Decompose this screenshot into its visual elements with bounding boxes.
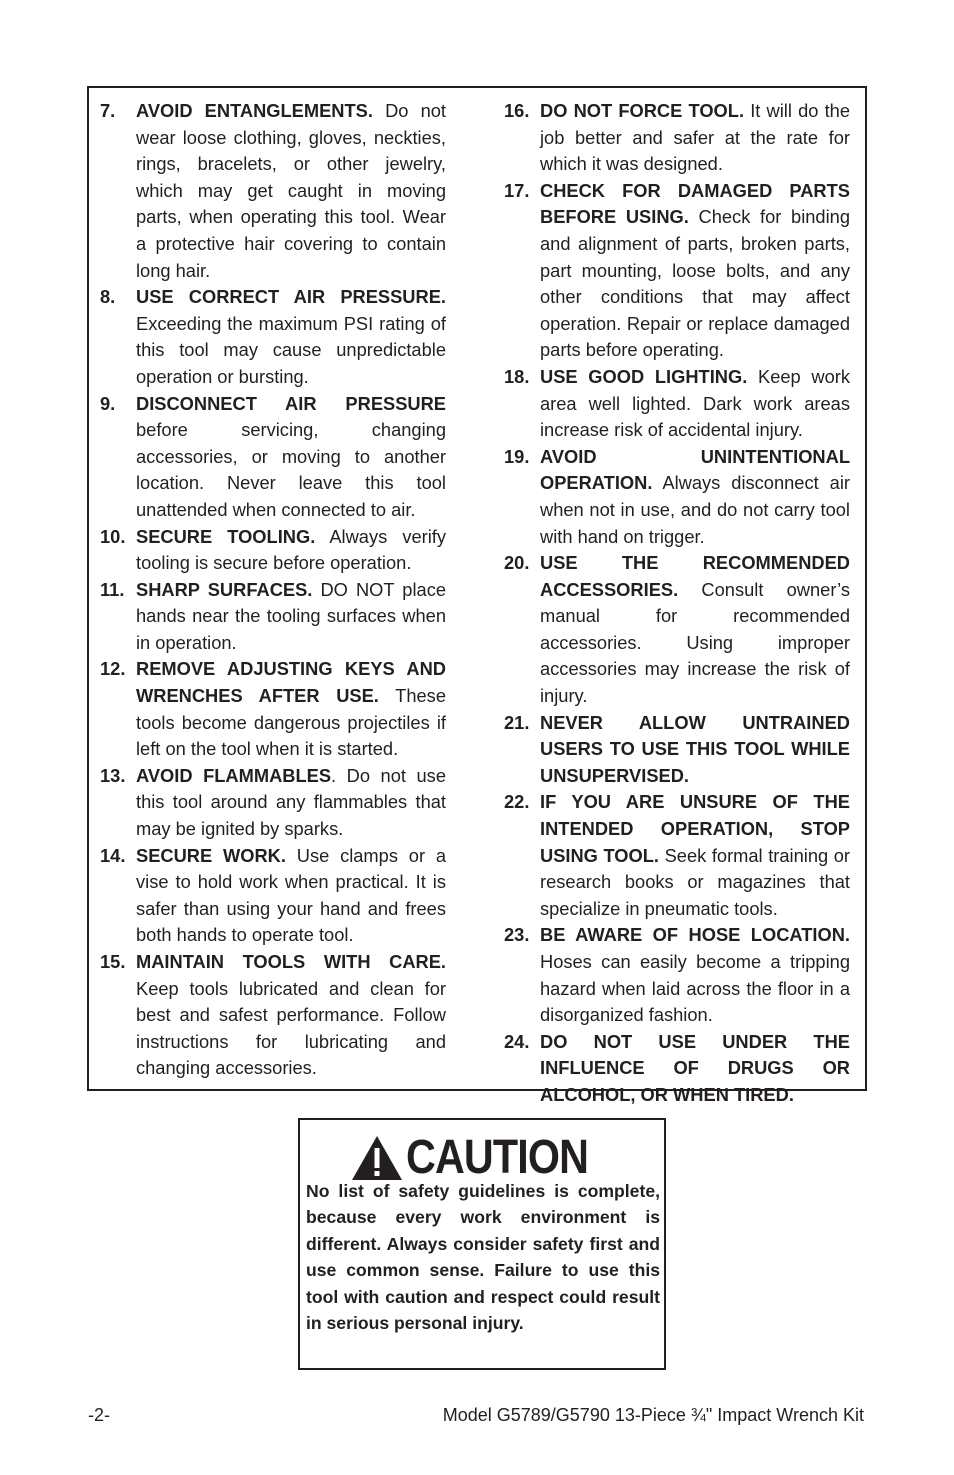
rule-item-18 xyxy=(504,364,850,444)
rule-item-14 xyxy=(100,843,446,949)
rule-item-12 xyxy=(100,656,446,762)
rule-text: before servicing, changing accessories, or moving to another location. Never leave this tool unattended when connected to air. xyxy=(136,419,446,520)
rule-item-7 xyxy=(100,98,446,284)
rule-heading: IF YOU ARE UNSURE OF THE INTENDED OPERATION, STOP USING TOOL. xyxy=(540,791,850,866)
rule-item-8 xyxy=(100,284,446,390)
rule-item-11 xyxy=(100,577,446,657)
rule-heading: DO NOT FORCE TOOL. xyxy=(540,100,745,121)
rule-number: 19. xyxy=(504,445,530,467)
rule-number: 24. xyxy=(504,1030,530,1052)
rule-number: 7. xyxy=(100,100,116,121)
rule-item-16 xyxy=(504,98,850,178)
rule-item-20 xyxy=(504,550,850,710)
rule-number: 20. xyxy=(504,552,530,574)
rule-text: DO NOT place hands near the tooling surfaces when in operation. xyxy=(136,578,446,653)
rule-text: It will do the job better and safer at the rate for which it was designed. xyxy=(540,100,850,175)
rule-heading: BE AWARE OF HOSE LOCATION. xyxy=(540,924,850,946)
rule-number: 15. xyxy=(100,951,126,972)
rule-heading: DO NOT USE UNDER THE INFLUENCE OF DRUGS OR ALCOHOL, OR WHEN TIRED. xyxy=(540,1030,850,1105)
rule-heading: DISCONNECT AIR PRESSURE xyxy=(136,392,446,414)
rule-item-9 xyxy=(100,391,446,524)
rule-number: 21. xyxy=(504,711,530,733)
rule-heading: USE GOOD LIGHTING. xyxy=(540,365,748,387)
rule-heading: SECURE TOOLING. xyxy=(136,525,316,547)
caution-box xyxy=(298,1118,666,1370)
warning-triangle-icon xyxy=(350,1134,404,1182)
rule-item-13 xyxy=(100,763,446,843)
right-column xyxy=(504,98,850,1109)
rule-heading: REMOVE ADJUSTING KEYS AND WRENCHES AFTER USE. xyxy=(136,658,446,707)
rule-text: Always disconnect air when not in use, and do not carry tool with hand on trigger. xyxy=(540,472,850,547)
rule-item-17 xyxy=(504,178,850,364)
rule-text: Keep work area well lighted. Dark work areas increase risk of accidental injury. xyxy=(540,365,851,441)
rule-item-15 xyxy=(100,949,446,1082)
rule-text: Hoses can easily become a tripping hazard when laid across the floor in a disorganized fashion. xyxy=(540,951,850,1026)
rule-heading: USE CORRECT AIR PRESSURE. xyxy=(136,286,446,308)
rule-heading: NEVER ALLOW UNTRAINED USERS TO USE THIS TOOL WHILE UNSUPERVISED. xyxy=(540,711,850,786)
rule-number: 13. xyxy=(100,764,126,786)
footer-model-title: Model G5789/G5790 13-Piece ¾" Impact Wrench Kit xyxy=(442,1405,864,1425)
rule-number: 16. xyxy=(504,100,530,121)
rule-item-22 xyxy=(504,789,850,922)
rule-number: 12. xyxy=(100,658,126,680)
rule-text: These tools become dangerous projectiles if left on the tool when it is started. xyxy=(136,685,446,760)
rule-text: Always verify tooling is secure before operation. xyxy=(136,525,446,574)
rule-heading: SHARP SURFACES. xyxy=(136,578,313,600)
caution-title: CAUTION xyxy=(406,1131,589,1184)
rule-number: 22. xyxy=(504,791,530,813)
rule-number: 17. xyxy=(504,179,530,201)
caution-text: No list of safety guidelines is complete, because every work environment is different. Always consider safety first and use common sense. Failure to use this tool with caution and respect could result in serious personal injury. xyxy=(306,1181,660,1334)
rule-heading: USE THE RECOMMENDED ACCESSORIES. xyxy=(540,552,850,600)
rule-heading: AVOID UNINTENTIONAL OPERATION. xyxy=(540,445,850,494)
rule-text: Use clamps or a vise to hold work when practical. It is safer than using your hand and frees both hands to operate tool. xyxy=(136,844,446,946)
rule-item-10 xyxy=(100,524,446,577)
rule-text: Keep tools lubricated and clean for best and safest performance. Follow instructions for lubricating and changing accessories. xyxy=(136,977,446,1079)
rule-item-21 xyxy=(504,710,850,790)
rule-number: 9. xyxy=(100,392,116,414)
rule-number: 11. xyxy=(100,578,125,600)
rule-text: Exceeding the maximum PSI rating of this tool may cause unpredictable operation or bursting. xyxy=(136,312,446,387)
rule-heading: MAINTAIN TOOLS WITH CARE. xyxy=(136,951,446,972)
rule-text: Check for binding and alignment of parts, broken parts, part mounting, loose bolts, and any other conditions that may affect operation. Repair or replace damaged parts before operating. xyxy=(540,206,850,361)
rule-number: 23. xyxy=(504,924,530,946)
rule-text: Consult owner’s manual for recommended accessories. Using improper accessories may increase the risk of injury. xyxy=(540,578,850,707)
rule-heading: SECURE WORK. xyxy=(136,844,286,866)
left-column xyxy=(100,98,446,1082)
rule-heading: AVOID ENTANGLEMENTS. xyxy=(136,100,373,121)
rule-heading: CHECK FOR DAMAGED PARTS BEFORE USING. xyxy=(540,179,850,228)
rule-text: . Do not use this tool around any flammables that may be ignited by sparks. xyxy=(136,764,446,840)
rule-number: 18. xyxy=(504,365,530,387)
rule-number: 8. xyxy=(100,286,116,308)
rule-text: Seek formal training or research books or magazines that specialize in pneumatic tools. xyxy=(540,844,850,919)
safety-rules-box xyxy=(87,86,867,1105)
page-number: -2- xyxy=(88,1405,110,1425)
rule-item-23 xyxy=(504,922,850,1028)
rule-heading: AVOID FLAMMABLES xyxy=(136,764,332,786)
rule-item-24 xyxy=(504,1029,850,1109)
rule-text: Do not wear loose clothing, gloves, neckties, rings, bracelets, or other jewelry, which may get caught in moving parts, when operating this tool. Wear a protective hair covering to contain long hair. xyxy=(136,100,446,281)
rule-item-19 xyxy=(504,444,850,550)
rule-number: 10. xyxy=(100,525,126,547)
rule-number: 14. xyxy=(100,844,126,866)
